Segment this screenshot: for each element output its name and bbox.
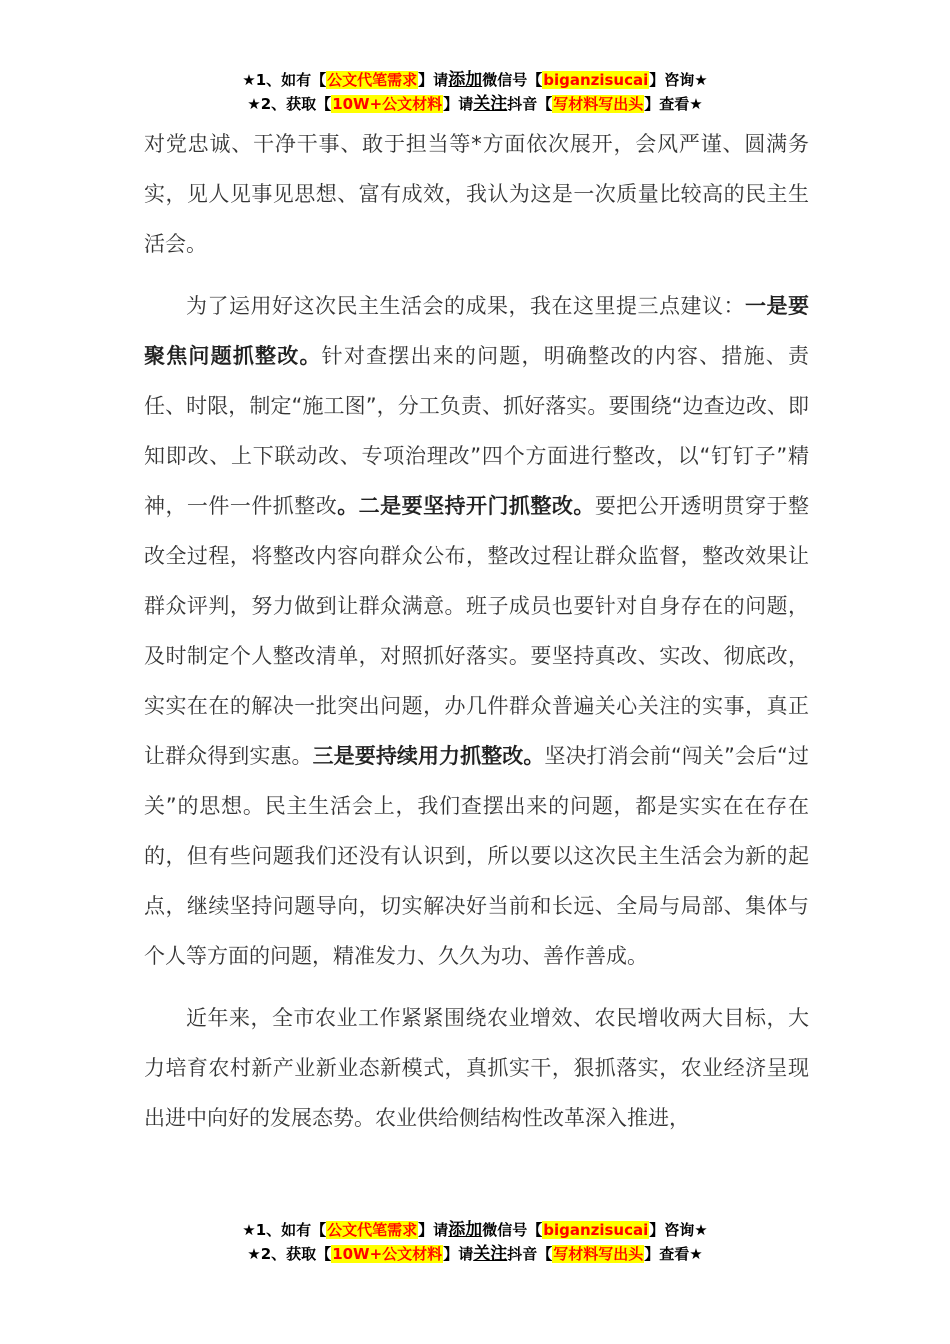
paragraph-text: 针对查摆出来的问题，明确整改的内容、措施、责任、时限，制定“施工图”，分工负责、抓好落实。要围绕“边查边改、即知即改、上下联动改、专项治理改”四个方面进行整改，以“钉钉子”精神，一件一件抓整改	[144, 344, 809, 518]
banner-text: 微信号【	[482, 1221, 543, 1239]
banner-text: 】请	[443, 95, 474, 113]
banner-underlined: 关注	[473, 94, 508, 114]
highlight-douyin: 写材料写出头	[553, 1245, 644, 1263]
point-three-heading: 三是要持续用力抓整改。	[312, 744, 545, 768]
banner-text: 】请	[418, 71, 449, 89]
banner-text: 】查看★	[644, 1245, 703, 1263]
highlight-wechat-id: biganzisucai	[543, 71, 649, 89]
banner-line-2	[0, 1242, 950, 1266]
banner-underlined: 添加	[448, 1220, 483, 1240]
paragraph-text: 为了运用好这次民主生活会的成果，我在这里提三点建议：	[186, 294, 745, 318]
paragraph-text: 坚决打消会前“闯关”会后“过关”的思想。民主生活会上，我们查摆出来的问题，都是实实在在存在的，但有些问题我们还没有认识到，所以要以这次民主生活会为新的起点，继续坚持问题导向，切实解决好当前和长远、全局与局部、集体与个人等方面的问题，精准发力、久久为功、善作善成。	[144, 744, 810, 968]
banner-underlined: 关注	[473, 1244, 508, 1264]
point-two-heading: 。二是要坚持开门抓整改。	[337, 494, 595, 518]
paragraph-3: 近年来，全市农业工作紧紧围绕农业增效、农民增收两大目标，大力培育农村新产业新业态新模式，真抓实干，狠抓落实，农业经济呈现出进中向好的发展态势。农业供给侧结构性改革深入推进，	[144, 1006, 809, 1130]
banner-line-1	[0, 1218, 950, 1242]
banner-text: 】查看★	[644, 95, 703, 113]
highlight-service: 公文代笔需求	[327, 1221, 418, 1239]
highlight-materials: 10W+公文材料	[332, 1245, 443, 1263]
banner-text: 】咨询★	[649, 1221, 708, 1239]
banner-text: 】请	[443, 1245, 474, 1263]
banner-text: 抖音【	[507, 1245, 553, 1263]
banner-text: ★2、获取【	[247, 95, 332, 113]
document-body	[144, 119, 809, 1143]
highlight-wechat-id: biganzisucai	[543, 1221, 649, 1239]
footer-banner	[0, 1218, 950, 1266]
banner-text: 抖音【	[507, 95, 553, 113]
banner-underlined: 添加	[448, 70, 483, 90]
banner-text: ★1、如有【	[242, 1221, 327, 1239]
banner-text: ★1、如有【	[242, 71, 327, 89]
paragraph-1: 对党忠诚、干净干事、敢于担当等*方面依次展开，会风严谨、圆满务实，见人见事见思想、富有成效，我认为这是一次质量比较高的民主生活会。	[144, 132, 809, 256]
highlight-douyin: 写材料写出头	[553, 95, 644, 113]
banner-line-2	[0, 92, 950, 116]
highlight-service: 公文代笔需求	[327, 71, 418, 89]
banner-line-1	[0, 68, 950, 92]
banner-text: ★2、获取【	[247, 1245, 332, 1263]
highlight-materials: 10W+公文材料	[332, 95, 443, 113]
point-one-heading: 一是要聚焦问题抓整改。	[144, 294, 809, 368]
header-banner	[0, 68, 950, 116]
banner-text: 微信号【	[482, 71, 543, 89]
banner-text: 】请	[418, 1221, 449, 1239]
paragraph-2	[144, 281, 809, 981]
banner-text: 】咨询★	[649, 71, 708, 89]
paragraph-text: 要把公开透明贯穿于整改全过程，将整改内容向群众公布，整改过程让群众监督，整改效果让群众评判，努力做到让群众满意。班子成员也要针对自身存在的问题，及时制定个人整改清单，对照抓好落实。要坚持真改、实改、彻底改，实实在在的解决一批突出问题，办几件群众普遍关心关注的实事，真正让群众得到实惠。	[144, 494, 810, 768]
